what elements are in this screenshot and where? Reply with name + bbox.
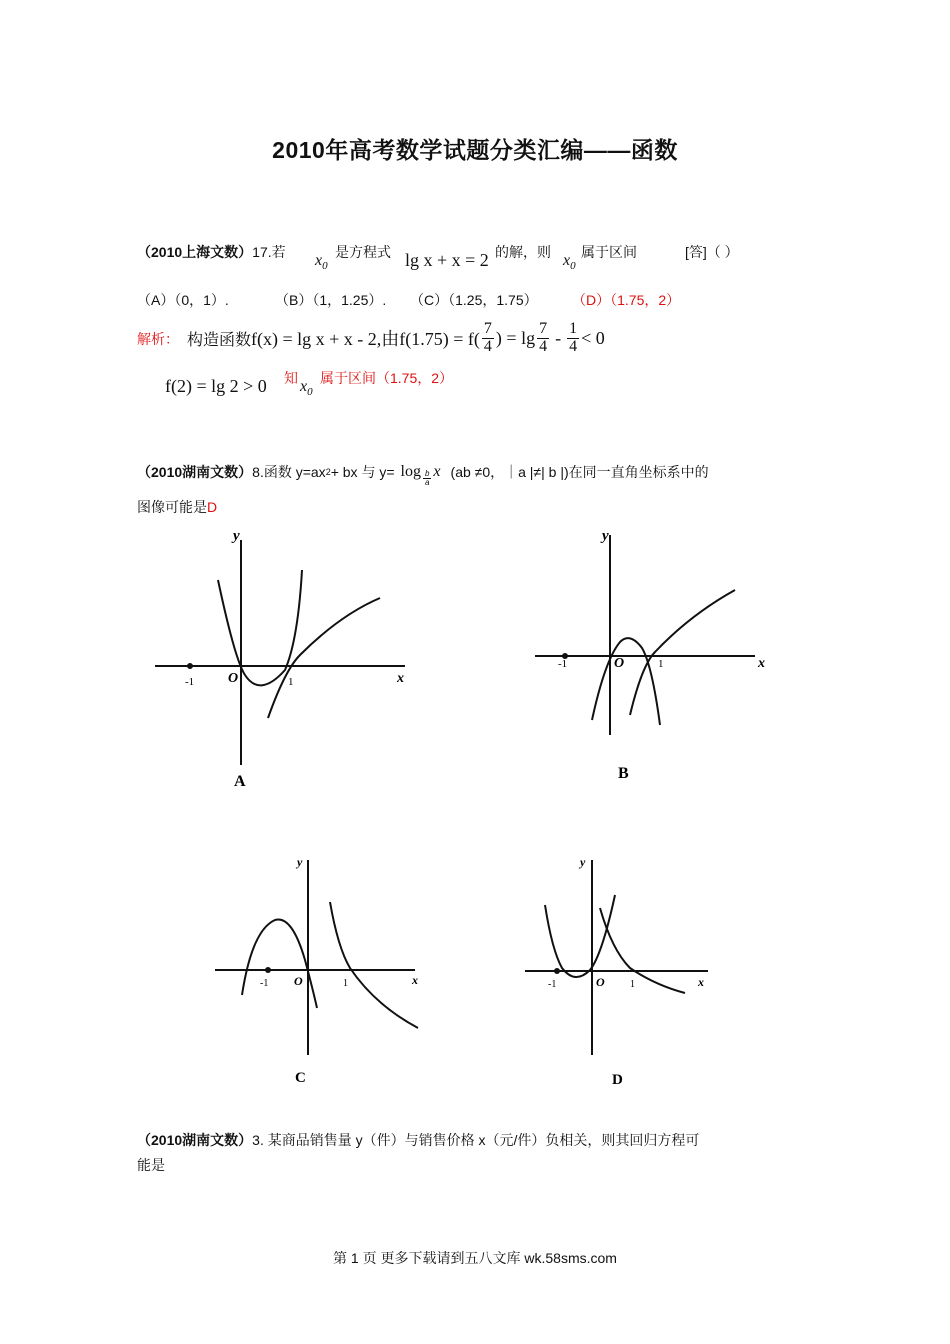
q1-analysis-tail: 属于区间（1.75，2） [320, 370, 454, 386]
q1-answer-box: [答]（ ） [685, 244, 739, 260]
graph-c-tick-neg1: -1 [260, 978, 269, 989]
graph-b-y-label: y [602, 528, 609, 544]
graph-b-tick-neg1: -1 [558, 658, 568, 670]
graph-c-x-label: x [412, 973, 418, 987]
q1-num: 17.若 [252, 244, 286, 260]
graph-a-point-neg1 [187, 663, 193, 669]
graph-a-tick-1: 1 [288, 676, 294, 688]
graph-d-x-label: x [698, 975, 704, 989]
graph-d-label: D [612, 1072, 623, 1088]
graph-c [210, 850, 425, 1090]
q1-analysis-label: 解析： [137, 331, 179, 347]
graph-a-tick-neg1: -1 [185, 676, 195, 688]
graph-b-x-label: x [758, 656, 765, 671]
graph-d [520, 850, 720, 1090]
q1-var-3: $x_0$ [300, 378, 313, 398]
q1-analysis-expression: 构造函数 f(x) = lg x + x - 2,由f(1.75) = f( $\frac{7}{4}$ ) = lg $\frac{7}{4}$ - $\frac{1}{4}$ < 0 [187, 319, 605, 355]
graph-b-log-curve [630, 590, 735, 715]
q3-line1: （2010湖南文数）3. 某商品销售量 y（件）与销售价格 x（元/件）负相关，则其回归方程可 [137, 1132, 700, 1148]
q1-mid2: 的解，则 [495, 244, 551, 260]
q2-answer: D [207, 499, 218, 515]
graph-b-label: B [618, 765, 629, 782]
graph-c-point-neg1 [265, 967, 271, 973]
page-title: 2010年高考数学试题分类汇编——函数 [272, 137, 678, 163]
q1-source: （2010上海文数） [137, 244, 253, 260]
graph-b-parabola [592, 638, 660, 725]
graph-b [530, 520, 780, 785]
q1-analysis-line2: f(2) = lg 2 > 0 [165, 376, 267, 396]
q1-option-c: （C）（1.25，1.75） [410, 292, 538, 308]
q1-option-b: （B）（1，1.25）. [275, 292, 387, 308]
graph-a-y-label: y [233, 528, 240, 544]
page-footer: 第 1 页 更多下载请到五八文库 wk.58sms.com [333, 1250, 617, 1266]
graph-a-origin: O [228, 671, 239, 686]
q2-line2: 图像可能是D [137, 499, 218, 515]
graph-d-origin: O [596, 975, 605, 989]
q1-var-2: $x_0$ [563, 252, 576, 272]
q1-mid: 是方程式 [335, 244, 391, 260]
q1-option-a: （A）（0，1）. [137, 292, 229, 308]
q1-zhi: 知 [284, 370, 298, 386]
q1-var-1: $x_0$ [315, 252, 328, 272]
graph-c-label: C [295, 1070, 306, 1086]
graph-c-origin: O [294, 974, 303, 988]
graph-d-point-neg1 [554, 968, 560, 974]
graph-a-label: A [234, 773, 246, 790]
graph-d-tick-neg1: -1 [548, 979, 557, 990]
graph-b-tick-1: 1 [658, 658, 664, 670]
graph-c-y-label: y [297, 855, 303, 869]
graph-a-x-label: x [397, 671, 404, 686]
graph-d-parabola [545, 895, 615, 977]
graph-a [150, 520, 420, 795]
q1-tail: 属于区间 [581, 244, 637, 260]
graph-b-origin: O [614, 656, 625, 671]
graph-d-tick-1: 1 [630, 979, 635, 990]
q1-option-d: （D）（1.75，2） [572, 292, 681, 308]
graph-d-y-label: y [580, 855, 586, 869]
q1-equation: lg x + x = 2 [405, 250, 489, 270]
graph-c-tick-1: 1 [343, 978, 348, 989]
q2-line1: （2010湖南文数） 8.函数 y=ax 2 + bx 与 y= log $\frac{b}{a}$ x (ab ≠0，｜a |≠| b |)在同一直角坐标系中的 [137, 462, 709, 488]
graph-a-log-curve [268, 598, 380, 718]
graph-d-log-curve [600, 908, 685, 993]
graph-c-log-curve [330, 902, 418, 1028]
graph-c-parabola [242, 920, 317, 1009]
q3-line2: 能是 [137, 1157, 165, 1173]
q1-line1 [137, 242, 286, 262]
